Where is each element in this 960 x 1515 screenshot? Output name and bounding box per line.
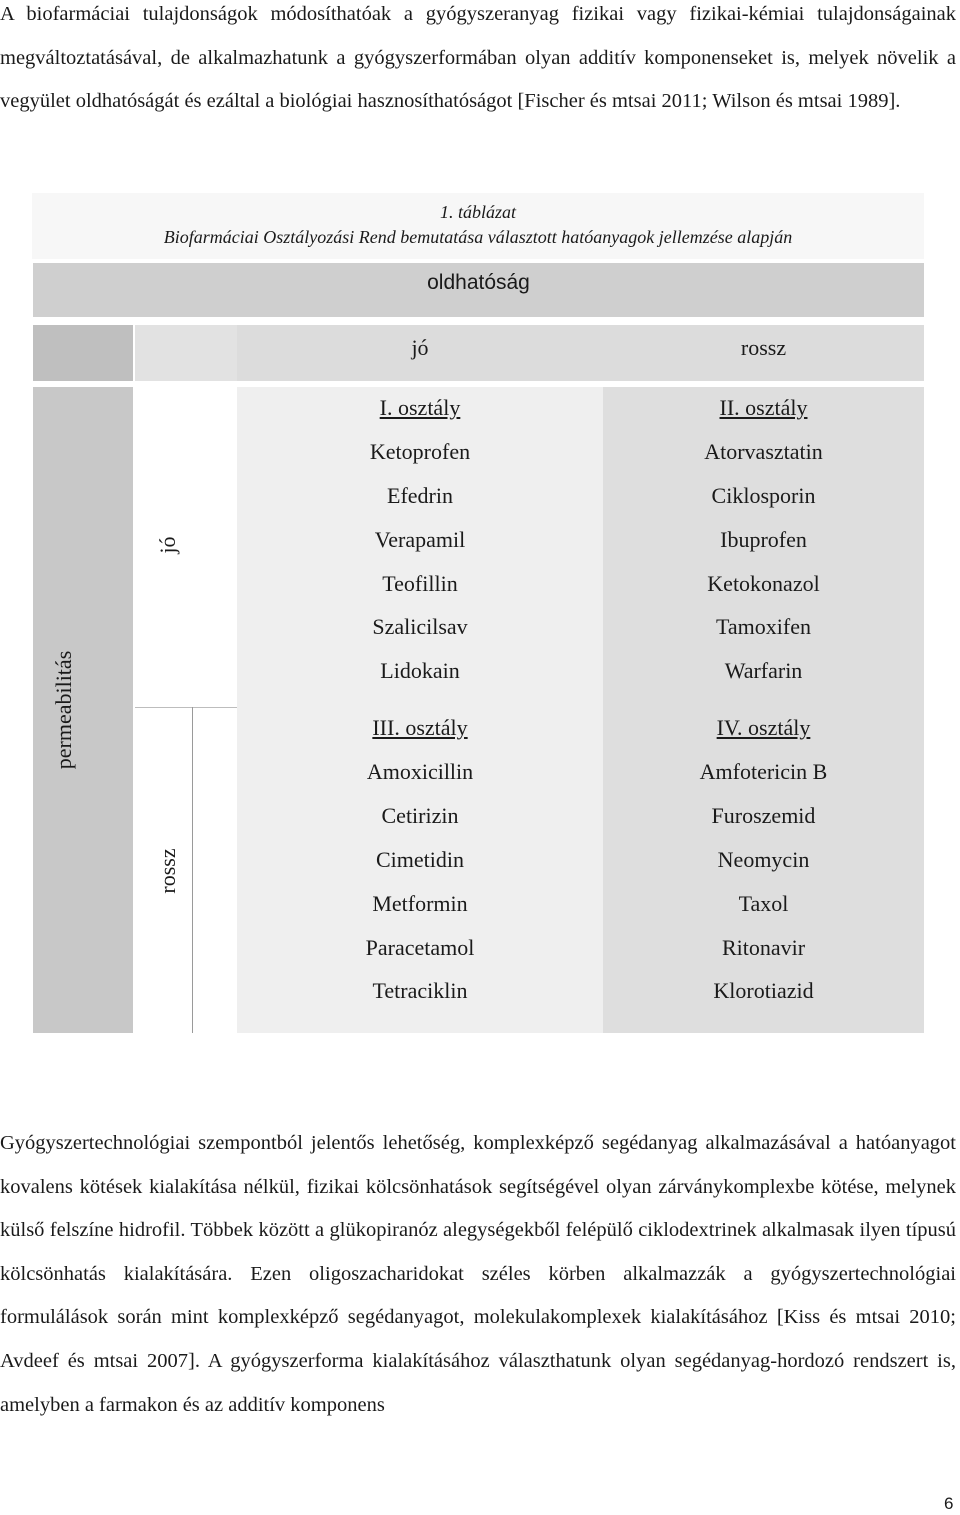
drug-item: Amfotericin B — [699, 759, 828, 784]
permeability-header-cell — [33, 387, 133, 1033]
permeability-bad-cell — [135, 707, 237, 1033]
drug-item: Ritonavir — [721, 935, 806, 960]
drug-item: Tamoxifen — [716, 614, 811, 639]
solubility-bad-header: rossz — [603, 325, 924, 381]
drug-item: Ibuprofen — [720, 527, 807, 552]
drug-item: Ciklosporin — [711, 483, 816, 508]
drug-item: Paracetamol — [365, 935, 475, 960]
drug-item: Szalicilsav — [372, 614, 468, 639]
class-ii-title: II. osztály — [719, 395, 808, 420]
class-i-cell — [237, 387, 603, 707]
drug-item: Cimetidin — [376, 847, 464, 872]
table-caption — [32, 193, 924, 259]
body-paragraph: Gyógyszertechnológiai szempontból jelentős lehetőség, komplexképző segédanyag alkalmazásával a hatóanyagot kovalens kötések kialakítása nélkül, fizikai kölcsönhatások segítségével olyan zárványkomplexbe kötése, melynek külső felszíne hidrofil. Többek között a glükopiranóz alegységekből felépülő ciklodextrinek alkalmasak ilyen típusú kölcsönhatás kialakítására. Ezen oligoszacharidokat széles körben alkalmazzák a gyógyszertechnológiai formulálások során mint komplexképző segédanyagot, molekulakomplexek kialakításához [Kiss és mtsai 2010; Avdeef és mtsai 2007]. A gyógyszerforma kialakításához választhatunk olyan segédanyag-hordozó rendszert is, amelyben a farmakon és az additív komponens — [0, 1132, 956, 1416]
permeability-good-label: jó — [155, 536, 180, 554]
class-iv-cell — [603, 707, 924, 1033]
class-iv-title: IV. osztály — [716, 715, 811, 740]
drug-item: Taxol — [738, 891, 789, 916]
class-iii-title: III. osztály — [372, 715, 468, 740]
drug-item: Efedrin — [387, 483, 453, 508]
drug-item: Warfarin — [724, 658, 803, 683]
class-i-title: I. osztály — [379, 395, 461, 420]
drug-item: Ketoprofen — [369, 439, 471, 464]
solubility-good-header: jó — [237, 325, 603, 381]
drug-item: Tetraciklin — [372, 978, 468, 1003]
cell-edge-line — [192, 707, 193, 1033]
drug-item: Atorvasztatin — [704, 439, 823, 464]
drug-item: Metformin — [372, 891, 468, 916]
corner-cell — [33, 325, 133, 381]
drug-item: Teofillin — [382, 571, 458, 596]
solubility-header: oldhatóság — [33, 263, 924, 317]
class-iii-cell — [237, 707, 603, 1033]
drug-item: Cetirizin — [381, 803, 459, 828]
drug-item: Klorotiazid — [713, 978, 814, 1003]
permeability-label: permeabilitás — [51, 650, 76, 770]
drug-item: Amoxicillin — [366, 759, 474, 784]
intro-paragraph: A biofarmáciai tulajdonságok módosíthatóak a gyógyszeranyag fizikai vagy fizikai-kémiai tulajdonságainak megváltoztatásával, de alkalmazhatunk a gyógyszerformában olyan additív komponenseket is, melyek növelik a vegyület oldhatóságát és ezáltal a biológiai hasznosíthatóságot [Fischer és mtsai 2011; Wilson és mtsai 1989]. — [0, 3, 956, 113]
corner-cell-inner — [135, 325, 237, 381]
drug-item: Ketokonazol — [707, 571, 820, 596]
permeability-good-cell — [135, 387, 237, 707]
table-title: Biofarmáciai Osztályozási Rend bemutatása választott hatóanyagok jellemzése alapján — [163, 227, 793, 247]
page-number: 6 — [944, 1494, 954, 1513]
class-ii-cell — [603, 387, 924, 707]
row-divider — [135, 707, 237, 708]
drug-item: Furoszemid — [711, 803, 816, 828]
drug-item: Verapamil — [374, 527, 466, 552]
permeability-bad-label: rossz — [155, 848, 180, 894]
table-number: 1. táblázat — [439, 202, 516, 222]
drug-item: Neomycin — [717, 847, 810, 872]
drug-item: Lidokain — [380, 658, 460, 683]
